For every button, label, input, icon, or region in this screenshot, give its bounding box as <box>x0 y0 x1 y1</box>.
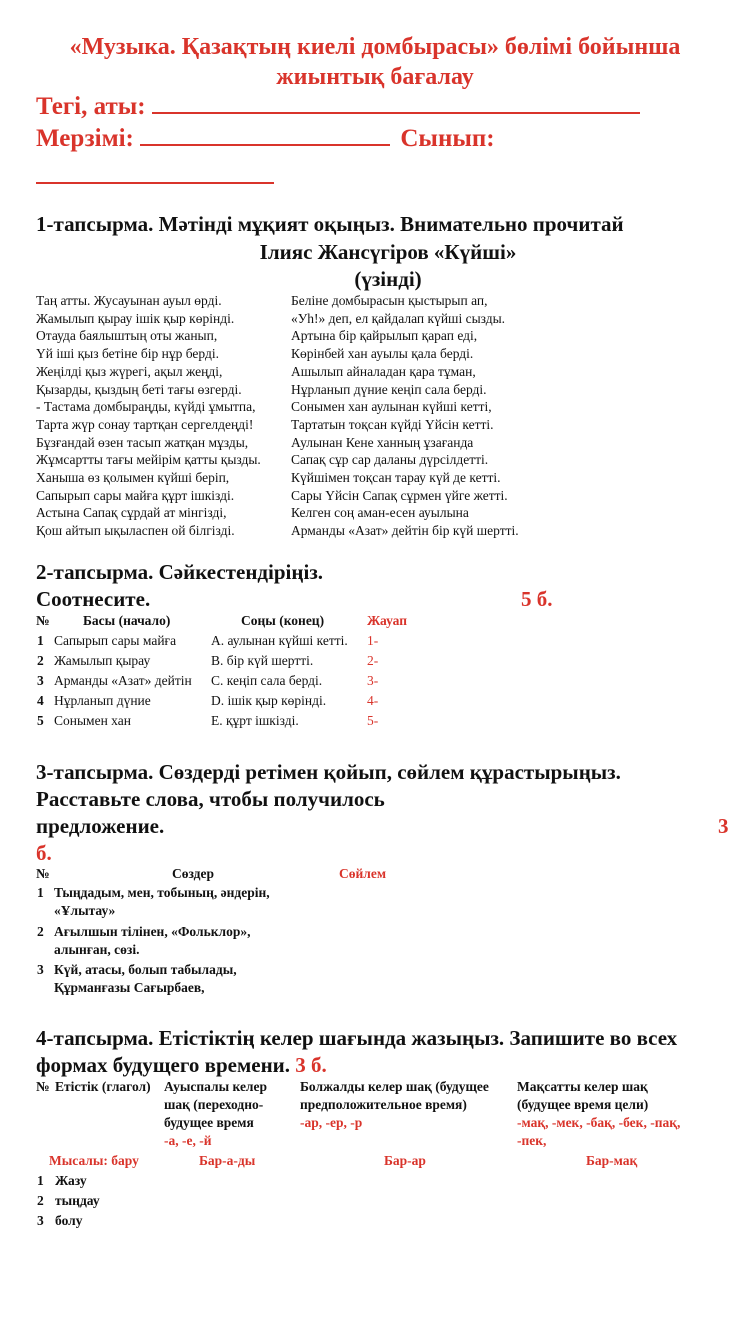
row-answer[interactable]: 4- <box>367 693 379 708</box>
row-answer[interactable]: 1- <box>367 633 379 648</box>
row-words-line1: Ағылшын тілінен, «Фольклор», <box>54 924 251 939</box>
t4-col-c2-suffix: -ар, -ер, -р <box>300 1115 363 1130</box>
poem-line: Ашылып айналадан қара тұман, <box>291 363 476 379</box>
t4-col-c2-l2: предположительное время) <box>300 1097 467 1112</box>
poem-line: Көрінбей хан ауылы қала берді. <box>291 346 474 362</box>
poem-line: Келген соң аман-есен ауылына <box>291 505 469 521</box>
t4-col-no: № <box>36 1079 50 1094</box>
task3-heading-line2: Расставьте слова, чтобы получилось <box>36 787 385 811</box>
row-end: A. аулынан күйші кетті. <box>211 633 348 648</box>
row-start: Сонымен хан <box>54 713 131 728</box>
task4-heading-line1: 4-тапсырма. Етістіктің келер шағында жазыңыз. Запишите во всех <box>36 1026 678 1050</box>
row-end: D. ішік қыр көрінді. <box>211 693 327 708</box>
example-c1: Бар-а-ды <box>199 1153 256 1168</box>
row-verb: тыңдау <box>55 1193 100 1208</box>
poem-line: Жеңілді қыз жүрегі, ақыл жеңді, <box>36 363 223 379</box>
t4-col-c2-l1: Болжалды келер шақ (будущее <box>300 1079 489 1094</box>
row-number: 3 <box>37 962 44 977</box>
task3-heading-line3: предложение. <box>36 814 165 838</box>
task4-heading-line2: формах будущего времени. <box>36 1053 291 1077</box>
t2-col-end: Соңы (конец) <box>241 613 325 628</box>
task4-points: 3 б. <box>295 1053 327 1077</box>
task4-heading-line2-row <box>36 1053 327 1078</box>
t4-col-c3-l1: Мақсатты келер шақ <box>517 1079 648 1094</box>
poem-line: Тартатын тоқсан күйді Үйсін кетті. <box>291 416 494 432</box>
t3-col-no: № <box>36 866 50 881</box>
row-answer[interactable]: 5- <box>367 713 379 728</box>
t4-col-c3-suffix2: -пек, <box>517 1133 547 1148</box>
title-line-2: жиынтық бағалау <box>276 64 474 90</box>
t4-col-verb: Етістік (глагол) <box>55 1079 151 1094</box>
row-start: Жамылып қырау <box>54 653 151 668</box>
poem-line: Жұмсартты тағы мейірім қатты қызды. <box>36 452 261 468</box>
row-end: E. құрт ішкізді. <box>211 713 299 728</box>
poem-line: Сары Үйсін Сапақ сұрмен үйге жетті. <box>291 487 508 503</box>
example-c2: Бар-ар <box>384 1153 426 1168</box>
poem-line: Беліне домбырасын қыстырып ап, <box>291 293 488 308</box>
t4-col-c1-l3: будущее время <box>164 1115 254 1130</box>
poem-line: Жамылып қырау ішік қыр көрінді. <box>36 310 235 326</box>
poem-line: Қызарды, қыздың беті тағы өзгерді. <box>36 381 242 397</box>
task3-points-b: б. <box>36 841 52 865</box>
row-verb: Жазу <box>55 1173 87 1188</box>
row-number: 1 <box>37 885 44 900</box>
poem-right-column <box>291 292 519 540</box>
poem-subtitle: (үзінді) <box>354 267 422 291</box>
date-label: Мерзімі: <box>36 125 134 152</box>
row-answer[interactable]: 3- <box>367 673 379 688</box>
poem-line: Ханыша өз қолымен күйші беріп, <box>36 470 230 486</box>
poem-line: Аулынан Кене ханның ұзағанда <box>291 434 474 450</box>
task3-heading-line1: 3-тапсырма. Сөздерді ретімен қойып, сөйлем құрастырыңыз. <box>36 760 621 784</box>
date-line[interactable] <box>140 122 390 146</box>
t4-col-c3-suffix1: -мақ, -мек, -бақ, -бек, -пақ, <box>517 1115 681 1130</box>
row-answer[interactable]: 2- <box>367 653 379 668</box>
row-words-line1: Күй, атасы, болып табылады, <box>54 962 237 977</box>
t4-col-c3-l2: (будущее время цели) <box>517 1097 649 1112</box>
task2-heading-line2: Соотнесите. <box>36 587 151 611</box>
class-label: Сынып: <box>400 125 495 152</box>
date-row <box>36 122 495 153</box>
poem-left-column <box>36 292 261 540</box>
poem-line: Бұзғандай өзен тасып жатқан мұзды, <box>36 434 249 450</box>
row-words-line2: Құрманғазы Сағырбаев, <box>54 980 205 995</box>
t3-col-words: Сөздер <box>172 866 215 881</box>
t2-col-answer: Жауап <box>367 613 407 628</box>
row-start: Нұрланып дүние <box>54 693 151 708</box>
row-end: B. бір күй шертті. <box>211 653 314 668</box>
row-verb: болу <box>55 1213 83 1228</box>
poem-line: Күйшімен тоқсан тарау күй де кетті. <box>291 470 501 486</box>
t4-col-c1-l2: шақ (переходно- <box>164 1097 264 1112</box>
row-number: 2 <box>37 1193 44 1208</box>
t3-col-sentence: Сөйлем <box>339 866 387 881</box>
name-row <box>36 90 640 121</box>
poem-title: Ілияс Жансүгіров «Күйші» <box>259 240 517 264</box>
row-start: Арманды «Азат» дейтін <box>54 673 192 688</box>
poem-line: Отауда баялыштың оты жанып, <box>36 328 218 344</box>
poem-line: - Тастама домбыраңды, күйді ұмытпа, <box>36 399 256 415</box>
poem-line: Сонымен хан аулынан күйші кетті, <box>291 399 492 415</box>
poem-line: «Уһ!» деп, ел қайдалап күйші сызды. <box>291 310 506 326</box>
example-c3: Бар-мақ <box>586 1153 638 1168</box>
poem-line: Үй іші қыз бетіне бір нұр берді. <box>36 346 219 362</box>
poem-line: Нұрланып дүние кеңіп сала берді. <box>291 381 487 397</box>
row-words-line1: Тыңдадым, мен, тобының, әндерін, <box>54 885 270 900</box>
task2-points: 5 б. <box>521 587 553 611</box>
poem-line: Тарта жүр сонау тартқан сергелдеңді! <box>36 416 254 432</box>
task1-heading: 1-тапсырма. Мәтінді мұқият оқыңыз. Внимательно прочитай <box>36 212 624 236</box>
task3-points-a: 3 <box>718 814 729 838</box>
task2-heading-line1: 2-тапсырма. Сәйкестендіріңіз. <box>36 560 324 584</box>
row-number: 4 <box>37 693 44 708</box>
name-line[interactable] <box>152 90 640 114</box>
t2-col-start: Басы (начало) <box>83 613 171 628</box>
example-verb: Мысалы: бару <box>49 1153 139 1168</box>
title-line-1: «Музыка. Қазақтың киелі домбырасы» бөлімі бойынша <box>69 34 681 60</box>
row-number: 2 <box>37 924 44 939</box>
row-number: 1 <box>37 1173 44 1188</box>
poem-line: Астына Сапақ сұрдай ат мінгізді, <box>36 505 227 521</box>
row-number: 2 <box>37 653 44 668</box>
row-number: 1 <box>37 633 44 648</box>
row-start: Сапырып сары майға <box>54 633 177 648</box>
t4-col-c1-l1: Ауыспалы келер <box>164 1079 268 1094</box>
poem-line: Таң атты. Жусауынан ауыл өрді. <box>36 293 222 308</box>
poem-line: Арманды «Азат» дейтін бір күй шертті. <box>291 523 519 539</box>
class-line[interactable] <box>36 162 274 184</box>
poem-line: Сапақ сұр сар даланы дүрсілдетті. <box>291 452 489 468</box>
poem-line: Қош айтып ықыласпен ой білгізді. <box>36 523 235 539</box>
t2-col-no: № <box>36 613 50 628</box>
row-words-line2: алынған, сөзі. <box>54 942 140 957</box>
row-words-line2: «Ұлытау» <box>54 903 116 918</box>
name-label: Тегі, аты: <box>36 93 146 120</box>
row-number: 3 <box>37 673 44 688</box>
row-number: 5 <box>37 713 44 728</box>
poem-line: Артына бір қайрылып қарап еді, <box>291 328 478 344</box>
row-end: C. кеңіп сала берді. <box>211 673 323 688</box>
t4-col-c1-suffix: -а, -е, -й <box>164 1133 212 1148</box>
row-number: 3 <box>37 1213 44 1228</box>
poem-line: Сапырып сары майға құрт ішкізді. <box>36 487 235 503</box>
